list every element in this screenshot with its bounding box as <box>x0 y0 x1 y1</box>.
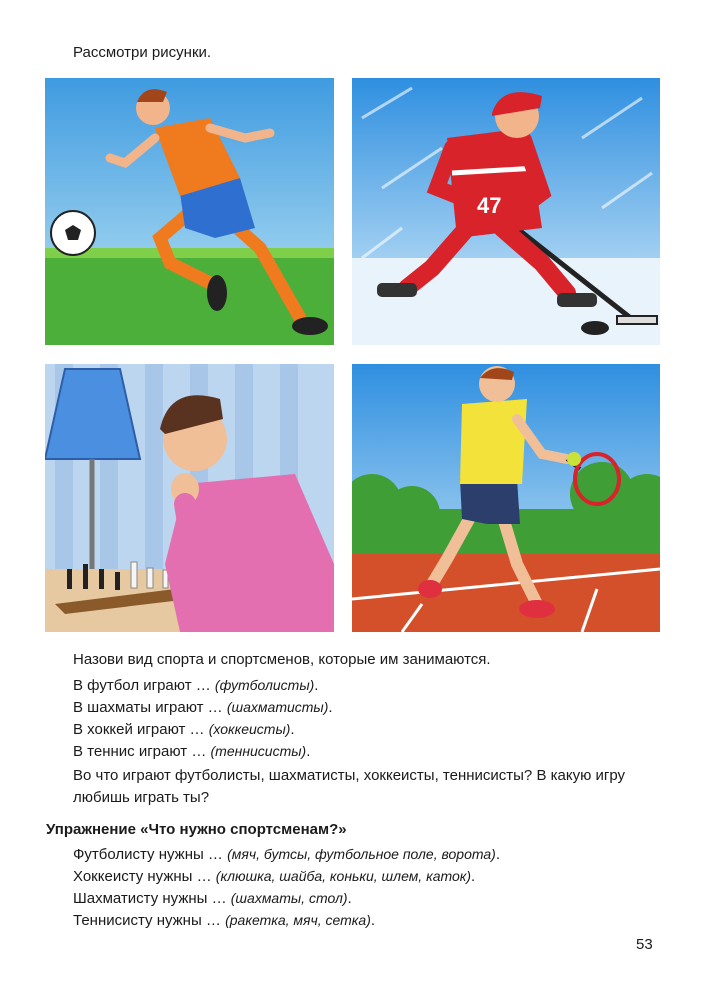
task-intro: Назови вид спорта и спортсменов, которые им занимаются. <box>73 651 491 668</box>
answer-hint: (шахматисты) <box>226 699 329 715</box>
question-paragraph: Во что играют футболисты, шахматисты, хоккеисты, теннисисты? В какую игру любишь играть ты? <box>73 767 626 806</box>
tennis-player-illustration <box>352 364 660 632</box>
answer-hint: (хоккеисты) <box>208 721 291 737</box>
answer-line: В шахматы играют … (шахматисты). <box>73 699 333 716</box>
answer-hint: (футболисты) <box>214 677 315 693</box>
page-number: 53 <box>636 936 653 953</box>
exercise-hint: (мяч, бутсы, футбольное поле, ворота) <box>227 846 496 862</box>
answer-line: В футбол играют … (футболисты). <box>73 677 319 694</box>
answer-line: В хоккей играют … (хоккеисты). <box>73 721 295 738</box>
page-heading: Рассмотри рисунки. <box>73 44 212 61</box>
hockey-player-illustration <box>352 78 660 345</box>
answer-hint: (теннисисты) <box>210 743 307 759</box>
exercise-line: Шахматисту нужны … (шахматы, стол). <box>73 890 352 907</box>
exercise-hint: (шахматы, стол) <box>230 890 348 906</box>
exercise-hint: (ракетка, мяч, сетка) <box>225 912 371 928</box>
football-player-illustration <box>45 78 334 345</box>
exercise-hint: (клюшка, шайба, коньки, шлем, каток) <box>215 868 472 884</box>
exercise-line: Хоккеисту нужны … (клюшка, шайба, коньки, шлем, каток). <box>73 868 476 885</box>
answer-line: В теннис играют … (теннисисты). <box>73 743 311 760</box>
exercise-line: Футболисту нужны … (мяч, бутсы, футбольное поле, ворота). <box>73 846 500 863</box>
exercise-title: Упражнение «Что нужно спортсменам?» <box>46 821 347 838</box>
jersey-number: 47 <box>477 193 502 218</box>
chess-player-illustration <box>45 364 334 632</box>
exercise-line: Теннисисту нужны … (ракетка, мяч, сетка). <box>73 912 376 929</box>
